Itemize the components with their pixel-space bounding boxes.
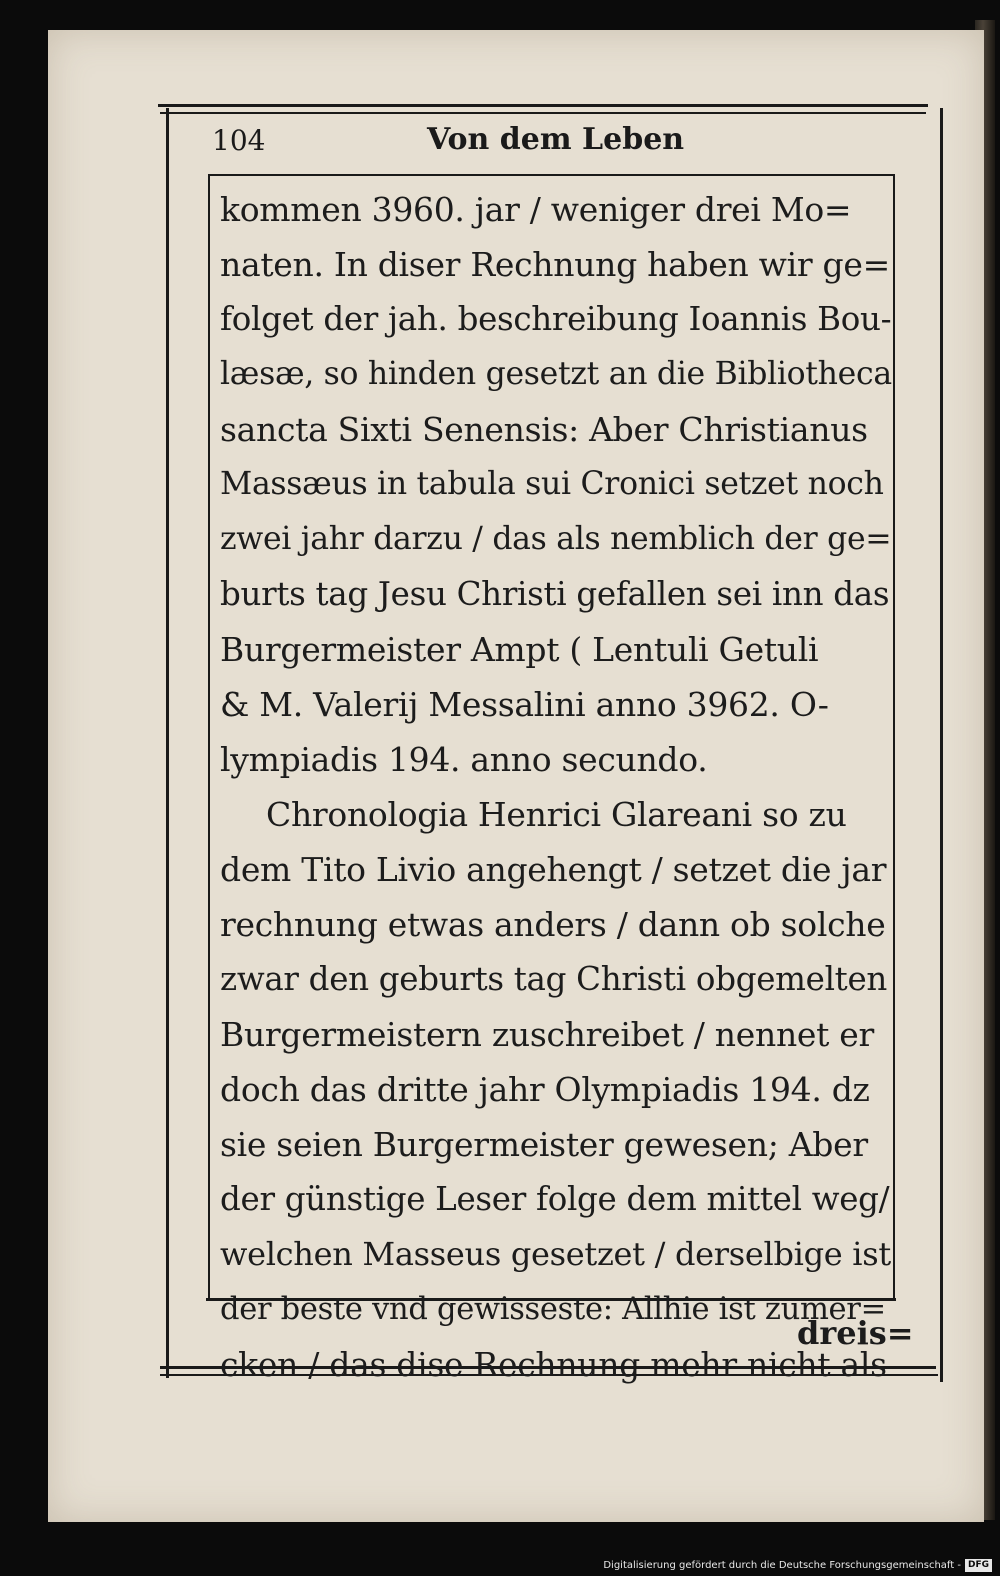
- page-number: 104: [212, 124, 266, 157]
- text-line: sie seien Burgermeister gewesen; Aber: [220, 1125, 868, 1164]
- text-line: der beste vnd gewisseste: Allhie ist zumer=: [220, 1292, 886, 1327]
- catchword: dreis=: [797, 1314, 914, 1352]
- top-rule-inner: [160, 112, 926, 114]
- text-line: rechnung etwas anders / dann ob solche: [220, 905, 886, 944]
- text-line: Chronologia Henrici Glareani so zu: [266, 795, 847, 834]
- text-line: doch das dritte jahr Olympiadis 194. dz: [220, 1070, 870, 1109]
- text-line: Massæus in tabula sui Cronici setzet noch: [220, 466, 884, 502]
- column-left-rule: [208, 174, 210, 1298]
- text-line: sancta Sixti Senensis: Aber Christianus: [220, 410, 868, 449]
- text-line: Burgermeister Ampt ( Lentuli Getuli: [220, 630, 819, 669]
- text-line: der günstige Leser folge dem mittel weg/: [220, 1180, 890, 1218]
- top-rule: [158, 104, 928, 107]
- page-header: [212, 118, 892, 168]
- credit-text: Digitalisierung gefördert durch die Deutsche Forschungsgemeinschaft -: [603, 1560, 961, 1571]
- digitization-credit: [603, 1559, 992, 1572]
- text-line: lympiadis 194. anno secundo.: [220, 740, 708, 779]
- text-line: kommen 3960. jar / weniger drei Mo=: [220, 190, 852, 229]
- text-line: welchen Masseus gesetzet / derselbige ist: [220, 1235, 891, 1273]
- frame-right-rule: [940, 108, 943, 1382]
- text-line: Burgermeistern zuschreibet / nennet er: [220, 1015, 874, 1054]
- text-line: cken / das dise Rechnung mehr nicht als: [220, 1345, 887, 1384]
- running-head: Von dem Leben: [427, 122, 685, 157]
- text-line: zwei jahr darzu / das als nemblich der ge=: [220, 521, 892, 557]
- text-line: zwar den geburts tag Christi obgemelten: [220, 960, 888, 998]
- text-line: burts tag Jesu Christi gefallen sei inn das: [220, 575, 890, 613]
- text-line: & M. Valerij Messalini anno 3962. O-: [220, 685, 829, 724]
- text-line: dem Tito Livio angehengt / setzet die jar: [220, 850, 887, 889]
- frame-left-rule: [166, 108, 169, 1378]
- header-rule: [208, 174, 894, 176]
- text-line: læsæ, so hinden gesetzt an die Bibliotheca: [220, 356, 892, 392]
- text-line: folget der jah. beschreibung Ioannis Bou-: [220, 300, 892, 338]
- dfg-logo: DFG: [965, 1559, 992, 1572]
- text-line: naten. In diser Rechnung haben wir ge=: [220, 245, 890, 284]
